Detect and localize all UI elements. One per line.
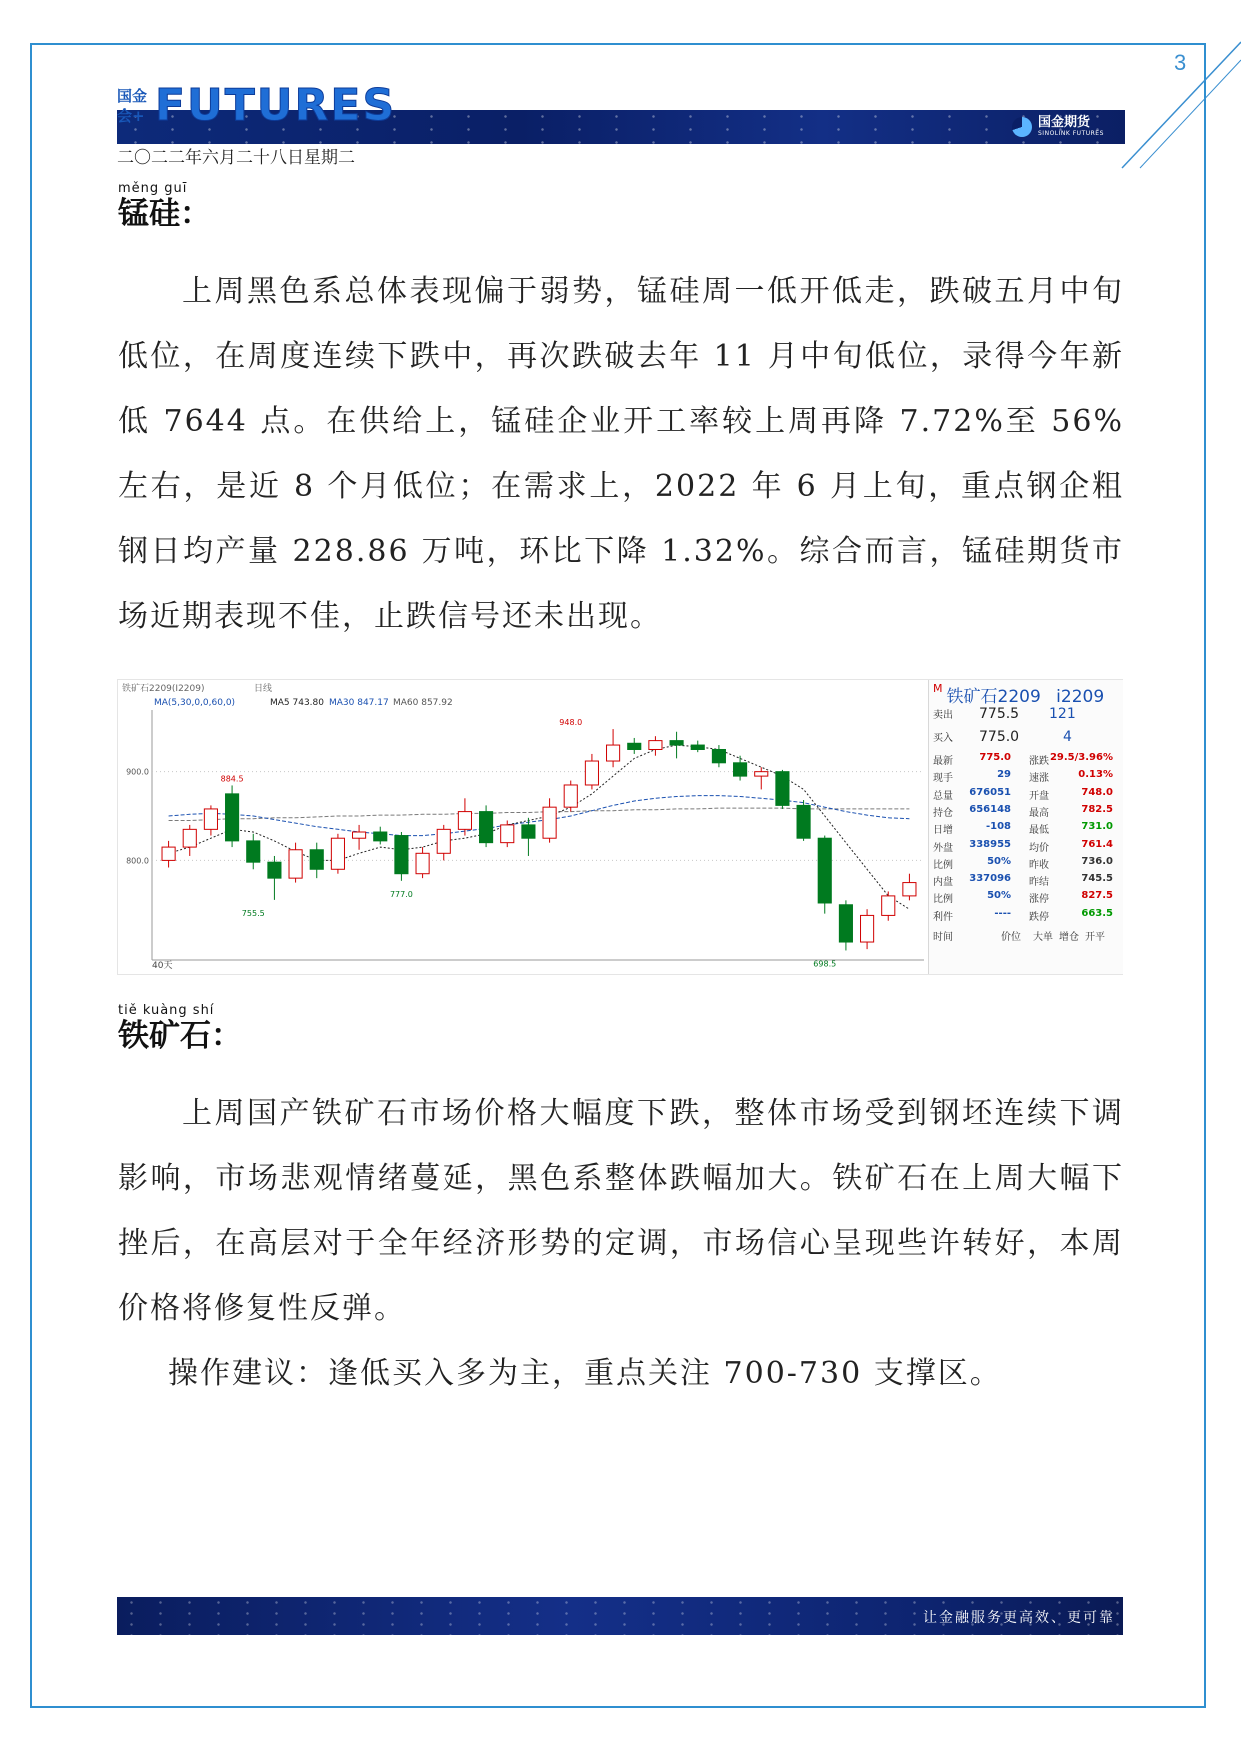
quote-detail-label: 日增 [933,825,953,837]
quote-detail-row [933,890,1119,906]
quote-sell-label: 卖出 [933,710,953,721]
quote-detail-label: 现手 [933,773,953,785]
footer-banner [117,1597,1123,1635]
quote-detail-row [933,752,1119,768]
quote-contract-code: i2209 [1056,687,1105,707]
candle-body [458,812,471,830]
brand-name-en: SINOLINK FUTURES [1038,130,1104,137]
candle-body [839,905,852,942]
candle-body [670,741,683,745]
quote-sell-volume: 121 [1049,706,1076,722]
quote-detail-value: 676051 [969,786,1011,798]
quote-buy-price: 775.0 [979,729,1020,745]
candle-body [903,883,916,896]
quote-detail-value: 50% [987,855,1011,867]
quote-detail-row [933,821,1119,837]
quote-detail-label: 涨跌 [1029,756,1049,767]
price-annotation: 698.5 [813,959,837,969]
quote-detail-label: 涨停 [1029,894,1049,906]
quote-detail-label: 昨收 [1029,859,1049,871]
quote-panel [928,680,1123,974]
chart-period-label: 日线 [254,684,273,694]
chart-ma-label: MA(5,30,0,0,60,0) [154,698,236,708]
footer-slogan: 让金融服务更高效、更可靠 [923,1610,1115,1626]
quote-detail-label: 跌停 [1029,911,1049,923]
candle-body [289,850,302,878]
corner-decoration [1120,40,1241,170]
quote-detail-row [933,873,1119,889]
candle-body [310,850,323,870]
quote-detail-label: 最低 [1029,825,1049,837]
quote-contract-name: 铁矿石2209 [946,687,1041,707]
chart-canvas [118,680,928,974]
quote-detail-value: 736.0 [1081,855,1113,867]
candle-body [416,853,429,873]
candle-body [776,772,789,806]
quote-footer-col: 价位 [1001,932,1021,943]
section-heading: 铁矿石： [118,1018,242,1054]
quote-footer-row [933,928,1119,944]
quote-detail-value: 731.0 [1081,821,1113,833]
candle-body [374,832,387,841]
quote-detail-label: 比例 [933,859,953,871]
quote-detail-value: ---- [994,907,1011,919]
candle-body [268,862,281,878]
quote-buy-volume: 4 [1063,729,1072,745]
candle-body [395,836,408,874]
section-pinyin: měng guī [118,181,188,196]
candle-body [755,772,768,776]
section-title-manganese-silicon [118,182,211,232]
candle-body [585,761,598,785]
candle-body [818,838,831,903]
y-tick-label: 800.0 [126,856,149,866]
section-pinyin: tiě kuàng shí [118,1003,215,1018]
candle-body [607,745,620,761]
quote-detail-value: 656148 [969,803,1011,815]
candle-body [522,825,535,838]
quote-footer-col: 时间 [933,932,953,943]
quote-detail-row [933,769,1119,785]
chart-ma60-label: MA60 857.92 [393,698,453,708]
quote-detail-label: 均价 [1029,842,1049,854]
operation-advice: 操作建议：逢低买入多为主，重点关注 700-730 支撑区。 [168,1356,1002,1391]
candle-body [437,829,450,853]
iron-ore-paragraph: 上周国产铁矿石市场价格大幅度下跌，整体市场受到钢坯连续下调影响，市场悲观情绪蔓延，黑色系整体跌幅加大。铁矿石在上周大幅下挫后，在高层对于全年经济形势的定调，市场信心呈现些许转好，本周价格将修复性反弹。 [118,1096,1124,1326]
candle-body [882,896,895,916]
quote-detail-label: 利件 [933,911,953,923]
quote-detail-row [933,787,1119,803]
candle-body [183,829,196,847]
candle-body [353,832,366,838]
quote-detail-label: 昨结 [1029,877,1049,889]
chart-contract-label: 铁矿石2209(I2209) [122,684,205,694]
brand-logo [1012,113,1120,141]
candle-body [162,847,175,860]
quote-footer-col: 增仓 [1059,932,1079,943]
candle-body [543,807,556,838]
quote-detail-value: 338955 [969,838,1011,850]
quote-detail-value: 29 [997,769,1011,781]
candle-body [501,825,514,843]
quote-footer-col: 开平 [1085,932,1105,943]
quote-detail-value: 827.5 [1081,890,1113,902]
quote-detail-label: 速涨 [1029,773,1049,785]
brand-mark-icon [1012,117,1032,137]
quote-detail-value: 782.5 [1081,803,1113,815]
quote-detail-value: 337096 [969,873,1011,885]
candle-body [628,743,641,749]
candle-body [331,838,344,869]
chart-ma30-label: MA30 847.17 [329,698,389,708]
candle-body [247,841,260,862]
quote-detail-value: -108 [985,821,1011,833]
quote-sell-price: 775.5 [979,706,1020,722]
page-number: 3 [1174,50,1187,75]
brand-name: 国金期货 [1038,115,1091,130]
candle-body [649,741,662,750]
quote-footer-col: 大单 [1033,932,1053,943]
quote-detail-row [933,908,1119,924]
quote-detail-row [933,856,1119,872]
candle-body [226,794,239,841]
candlestick-chart [117,679,1123,975]
quote-detail-row [933,804,1119,820]
quote-buy-row [933,729,1119,749]
y-tick-label: 900.0 [126,767,149,777]
candle-body [734,763,747,776]
candle-body [797,805,810,838]
quote-detail-value: 775.0 [979,752,1011,763]
candle-body [691,745,704,749]
quote-title: $^M$ 铁矿石2209 i2209 [933,682,1105,707]
logo-futures: FUTURES [155,80,397,131]
quote-detail-label: 内盘 [933,877,953,889]
quote-sell-row [933,706,1119,726]
quote-detail-label: 比例 [933,894,953,906]
price-annotation: 777.0 [389,889,413,899]
section-title-iron-ore [118,1004,242,1054]
quote-detail-label: 总量 [933,790,953,802]
quote-detail-row [933,839,1119,855]
section-heading: 锰硅： [118,196,211,232]
chart-bottom-label: 40天 [152,961,173,971]
price-annotation: 755.5 [241,908,265,918]
candle-body [861,915,874,942]
candle-body [564,785,577,807]
quote-detail-label: 最新 [933,756,953,767]
quote-detail-label: 最高 [1029,807,1049,819]
quote-detail-value: 663.5 [1081,907,1113,919]
quote-detail-value: 745.5 [1081,873,1113,885]
quote-buy-label: 买入 [933,733,953,744]
quote-detail-label: 外盘 [933,842,953,854]
price-annotation: 948.0 [559,718,583,728]
quote-detail-value: 748.0 [1081,786,1113,798]
candle-body [204,809,217,829]
logo-chinese: 国金会+ [117,87,148,125]
quote-detail-label: 持仓 [933,807,953,819]
header-date: 二〇二二年六月二十八日星期二 [117,148,355,168]
quote-detail-value: 0.13% [1078,769,1113,781]
chart-ma5-label: MA5 743.80 [270,698,324,708]
candle-body [480,812,493,843]
candle-body [712,749,725,762]
quote-detail-value: 761.4 [1081,838,1113,850]
manganese-silicon-paragraph: 上周黑色系总体表现偏于弱势，锰硅周一低开低走，跌破五月中旬低位，在周度连续下跌中，再次跌破去年 11 月中旬低位，录得今年新低 7644 点。在供给上，锰硅企业开工率较上周再降 7.72%至 56%左右，是近 8 个月低位；在需求上，2022 年 6 月上旬，重点钢企粗钢日均产量 228.86 万吨，环比下降 1.32%。综合而言，锰硅期货市场近期表现不佳，止跌信号还未出现。 [118,274,1124,634]
quote-detail-value: 29.5/3.96% [1049,752,1113,763]
quote-detail-value: 50% [987,890,1011,902]
quote-detail-label: 开盘 [1029,790,1049,802]
price-annotation: 884.5 [220,774,244,784]
